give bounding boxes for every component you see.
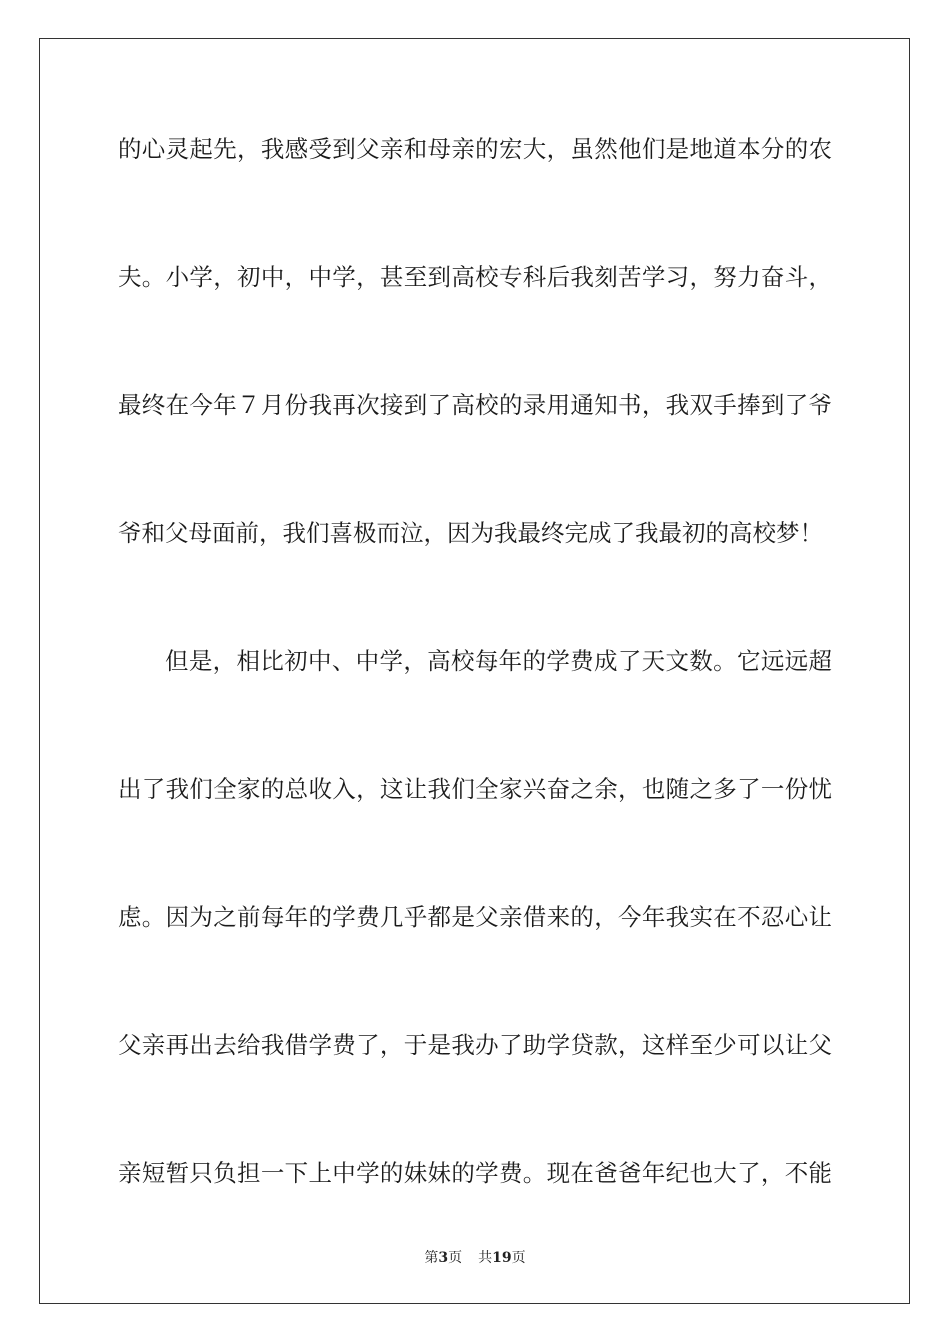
text-line-8: 父亲再出去给我借学费了，于是我办了助学贷款，这样至少可以让父 <box>118 1031 832 1059</box>
total-suffix: 页 <box>511 1250 526 1266</box>
text-line-1: 的心灵起先，我感受到父亲和母亲的宏大，虽然他们是地道本分的农 <box>118 135 832 163</box>
total-pages: 19 <box>492 1250 512 1266</box>
text-line-7: 虑。因为之前每年的学费几乎都是父亲借来的，今年我实在不忍心让 <box>118 903 832 931</box>
page-prefix: 第 <box>424 1250 439 1266</box>
text-line-9: 亲短暂只负担一下上中学的妹妹的学费。现在爸爸年纪也大了，不能 <box>118 1159 832 1187</box>
document-body <box>118 125 832 1277</box>
page-footer <box>0 1247 950 1267</box>
text-line-2: 夫。小学，初中，中学，甚至到高校专科后我刻苦学习，努力奋斗， <box>118 263 832 291</box>
text-line-3: 最终在今年７月份我再次接到了高校的录用通知书，我双手捧到了爷 <box>118 391 832 419</box>
total-prefix: 共 <box>478 1250 493 1266</box>
text-line-6: 出了我们全家的总收入，这让我们全家兴奋之余，也随之多了一份忧 <box>118 775 832 803</box>
page-suffix: 页 <box>448 1250 463 1266</box>
text-line-5-paragraph-start: 但是，相比初中、中学，高校每年的学费成了天文数。它远远超 <box>165 647 832 675</box>
page-number: 3 <box>438 1250 449 1266</box>
text-line-4: 爷和父母面前，我们喜极而泣，因为我最终完成了我最初的高校梦！ <box>118 519 823 547</box>
